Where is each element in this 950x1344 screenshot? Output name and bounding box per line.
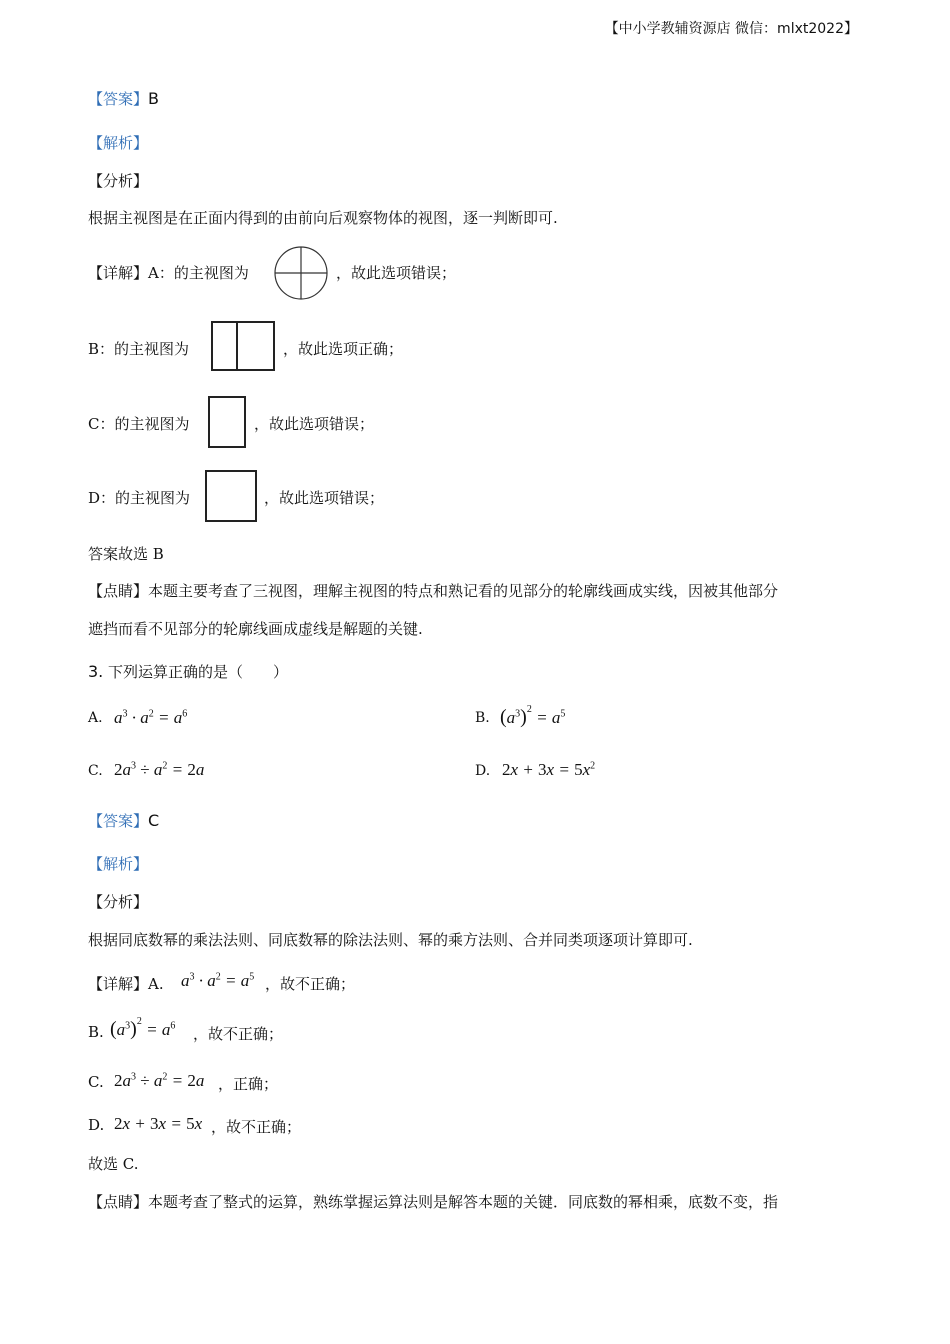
answer-label: 【答案】 <box>88 90 149 108</box>
detail-d-suffix: ，故此选项错误； <box>264 489 385 507</box>
question-stem: 下列运算正确的是（ ） <box>108 663 289 681</box>
detail-c-prefix: C：的主视图为 <box>88 415 190 433</box>
detail-c-expression: $2a^3 \div a^2 = 2a$ <box>114 1071 205 1090</box>
detail-c-suffix: ，故此选项错误； <box>254 415 375 433</box>
option-b-expression: $(a^3)^2 = a^5$ <box>500 704 566 728</box>
page-header: 【中小学教辅资源店 微信：mlxt2022】 <box>604 21 858 37</box>
dianjing-label: 【点睛】 <box>88 582 149 600</box>
detail-a-prefix: A：的主视图为 <box>148 264 249 282</box>
analysis-label: 【解析】 <box>88 134 149 152</box>
dianjing-text-1: 本题主要考查了三视图，理解主视图的特点和熟记看的见部分的轮廓线画成实线，因被其他部分 <box>148 582 779 600</box>
detail-b-expression: $(a^3)^2 = a^6$ <box>110 1016 176 1040</box>
detail-a-suffix: ，故不正确； <box>265 975 356 993</box>
detail-b-suffix: ，故不正确； <box>193 1025 284 1043</box>
fenxi-label: 【分析】 <box>88 172 149 190</box>
two-rectangles-front-view-figure <box>210 320 276 372</box>
detail-label: 【详解】 <box>88 264 149 282</box>
detail-a-line <box>88 262 249 283</box>
answer-value: B <box>148 89 159 108</box>
detail-d-prefix: D：的主视图为 <box>88 489 191 507</box>
detail-c-suffix: ，正确； <box>218 1075 279 1093</box>
dianjing-text: 本题考查了整式的运算，熟练掌握运算法则是解答本题的关键．同底数的幂相乘，底数不变，指 <box>148 1193 779 1211</box>
answer-value: C <box>148 811 160 830</box>
option-a-expression: $a^3 \cdot a^2 = a^6$ <box>114 708 188 727</box>
detail-b-suffix: ，故此选项正确； <box>283 340 404 358</box>
answer-label: 【答案】 <box>88 812 149 830</box>
analysis-label: 【解析】 <box>88 855 149 873</box>
detail-label: 【详解】 <box>88 975 149 993</box>
detail-d-suffix: ，故不正确； <box>211 1118 302 1136</box>
fenxi-text: 根据主视图是在正面内得到的由前向后观察物体的视图，逐一判断即可. <box>88 209 558 227</box>
fenxi-text: 根据同底数幂的乘法法则、同底数幂的除法法则、幂的乘方法则、合并同类项逐项计算即可. <box>88 931 693 949</box>
detail-a-expression: $a^3 \cdot a^2 = a^5$ <box>181 971 255 990</box>
q3-answer-line <box>88 810 159 831</box>
q2-conclusion: 答案故选 B <box>88 545 164 563</box>
q2-dianjing-line1 <box>88 580 778 601</box>
q2-answer-line <box>88 88 159 109</box>
option-b-letter: B. <box>475 710 490 726</box>
fenxi-label: 【分析】 <box>88 893 149 911</box>
detail-a-suffix: ，故此选项错误； <box>336 264 457 282</box>
option-d-expression: $2x + 3x = 5x^2$ <box>502 760 596 779</box>
detail-d-expression: 2x + 3x = 5x <box>114 1114 203 1133</box>
option-c-letter: C. <box>88 763 103 779</box>
dianjing-label: 【点睛】 <box>88 1193 149 1211</box>
square-front-view-figure <box>204 469 258 523</box>
option-c-expression: $2a^3 \div a^2 = 2a$ <box>114 760 205 779</box>
detail-a-prefix: A. <box>148 975 164 993</box>
option-d-letter: D. <box>475 763 491 779</box>
q3-dianjing-line <box>88 1191 778 1212</box>
detail-a-line <box>88 973 164 994</box>
detail-d-prefix: D. <box>88 1116 105 1134</box>
question-number: 3. <box>88 662 104 681</box>
rectangle-front-view-figure <box>207 395 247 449</box>
q3-conclusion: 故选 C. <box>88 1155 139 1173</box>
q3-stem-line <box>88 661 288 682</box>
detail-b-prefix: B：的主视图为 <box>88 340 190 358</box>
circle-front-view-figure <box>273 245 329 301</box>
q2-dianjing-line2: 遮挡而看不见部分的轮廓线画成虚线是解题的关键. <box>88 620 423 638</box>
option-a-letter: A. <box>88 710 103 726</box>
detail-c-prefix: C. <box>88 1073 104 1091</box>
detail-b-prefix: B. <box>88 1023 104 1041</box>
